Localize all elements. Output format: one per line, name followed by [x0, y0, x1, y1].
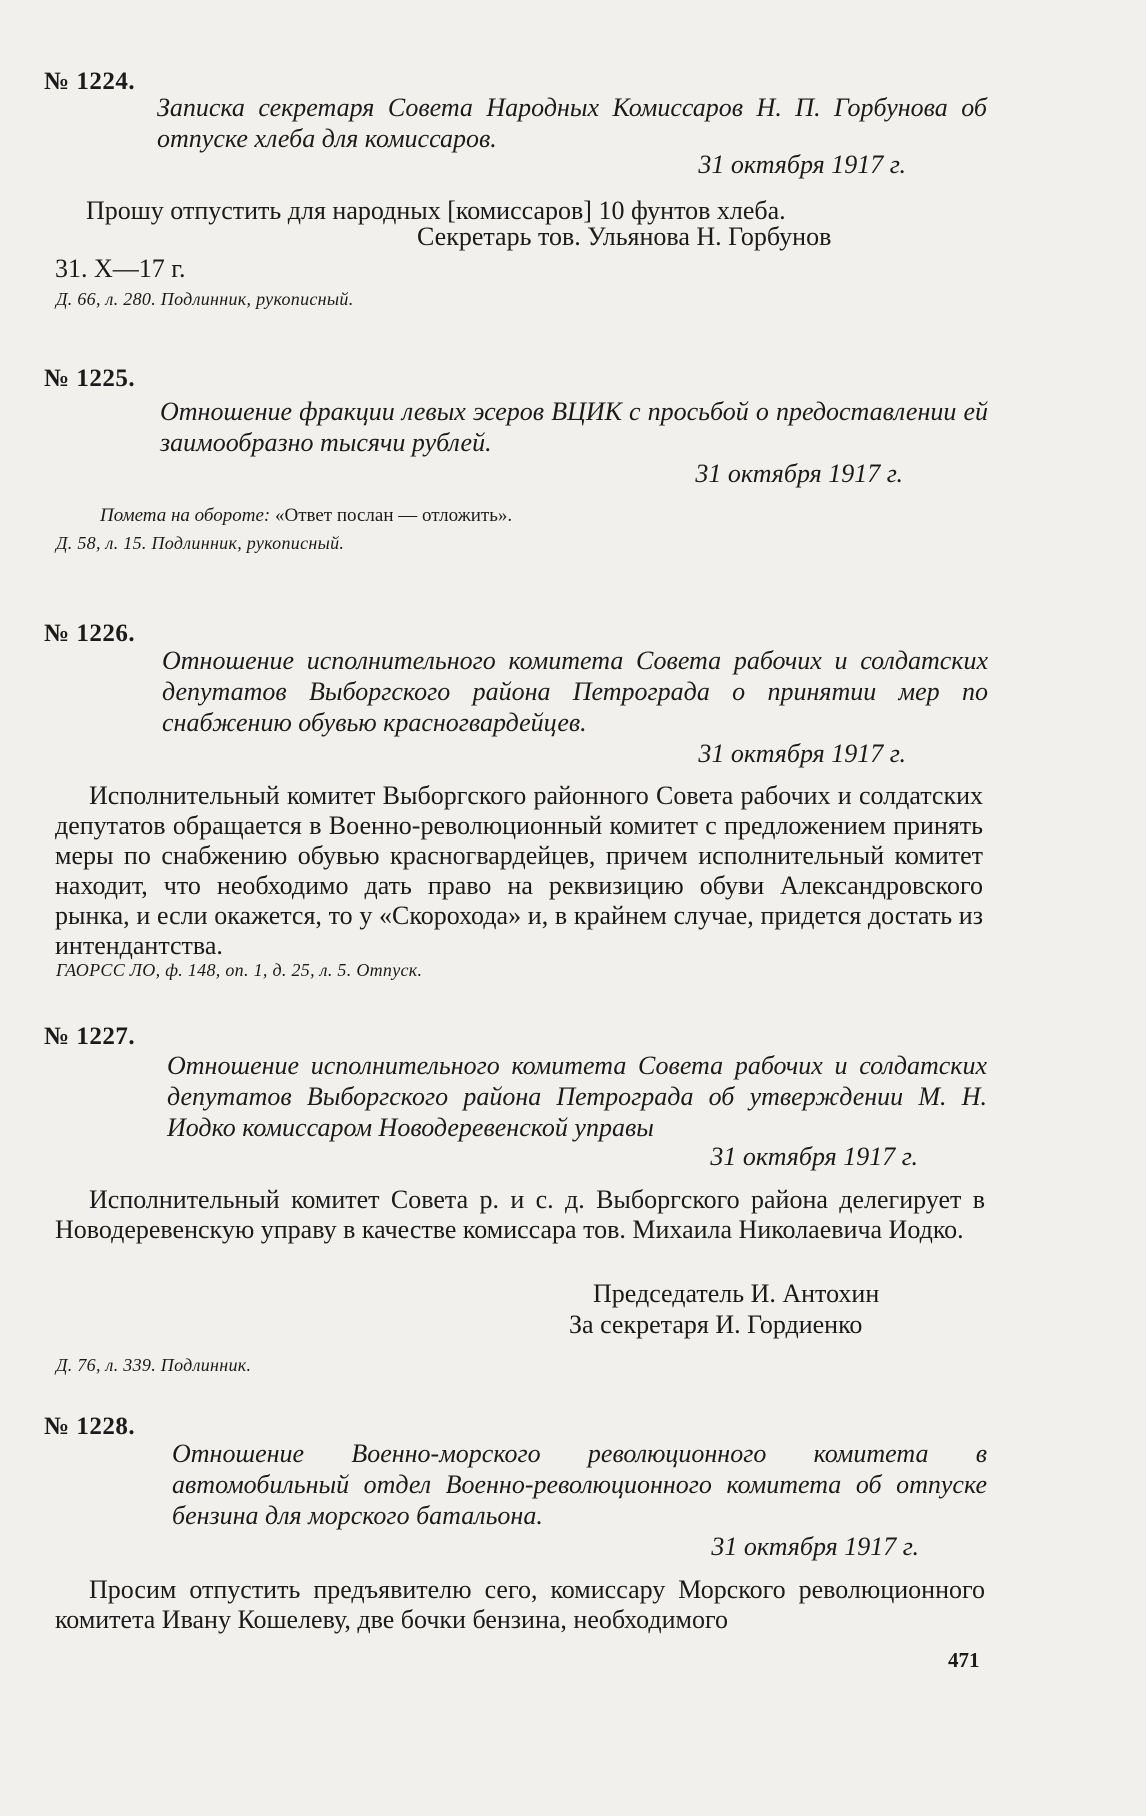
doc-1226-body — [55, 781, 983, 961]
doc-1225-date: 31 октября 1917 г. — [695, 459, 903, 488]
doc-1226-source: ГАОРСС ЛО, ф. 148, оп. 1, д. 25, л. 5. Отпуск. — [56, 960, 423, 980]
doc-1226-text: Исполнительный комитет Выборгского районного Совета рабочих и солдатских депутатов обращается в Военно-революционный комитет с предложением принять меры по снабжению обувью красногвардейцев, причем исполнительный комитет находит, что необходимо дать право на реквизицию обуви Александровского рынка, и если окажется, то у «Скорохода» и, в крайнем случае, придется достать из интендантства. — [55, 781, 983, 960]
doc-1227-title: Отношение исполнительного комитета Совета рабочих и солдатских депутатов Выборгского района Петрограда об утверждении М. Н. Иодко комиссаром Новодеревенской управы — [167, 1051, 987, 1142]
doc-1225-source: Д. 58, л. 15. Подлинник, рукописный. — [56, 533, 345, 553]
doc-1227-signature-secretary: За секретаря И. Гордиенко — [569, 1310, 863, 1339]
doc-1224-source: Д. 66, л. 280. Подлинник, рукописный. — [56, 289, 354, 309]
doc-1227-date: 31 октября 1917 г. — [710, 1142, 918, 1171]
doc-1228-text: Просим отпустить предъявителю сего, комиссару Морского революционного комитета Ивану Кошелеву, две бочки бензина, необходимого — [55, 1575, 985, 1634]
doc-1228-body — [55, 1575, 985, 1635]
doc-1224-number: № 1224. — [44, 68, 136, 95]
doc-1225-note — [100, 505, 512, 527]
doc-1225-note-label: Помета на обороте: — [100, 505, 271, 526]
doc-1225-title: Отношение фракции левых эсеров ВЦИК с просьбой о предоставлении ей заимообразно тысячи рублей. — [160, 397, 988, 457]
page-number: 471 — [948, 1648, 980, 1672]
doc-1227-signature-chair: Председатель И. Антохин — [593, 1279, 880, 1308]
doc-1225-note-text: «Ответ послан — отложить». — [274, 505, 513, 526]
doc-1227-number: № 1227. — [44, 1023, 136, 1050]
doc-1225-number: № 1225. — [44, 365, 136, 392]
doc-1227-source: Д. 76, л. 339. Подлинник. — [56, 1355, 252, 1375]
doc-1224-date: 31 октября 1917 г. — [698, 150, 906, 179]
doc-1224-text: Прошу отпустить для народных [комиссаров] 10 фунтов хлеба. — [86, 196, 786, 225]
doc-1227-text: Исполнительный комитет Совета р. и с. д. Выборгского района делегирует в Новодеревенскую управу в качестве комиссара тов. Михаила Николаевича Иодко. — [55, 1185, 985, 1244]
doc-1227-body — [55, 1185, 985, 1245]
doc-1226-number: № 1226. — [44, 620, 136, 647]
doc-1224-title: Записка секретаря Совета Народных Комиссаров Н. П. Горбунова об отпуске хлеба для комиссаров. — [157, 93, 987, 153]
doc-1228-title: Отношение Военно-морского революционного комитета в автомобильный отдел Военно-революционного комитета об отпуске бензина для морского батальона. — [172, 1439, 987, 1530]
doc-1228-date: 31 октября 1917 г. — [711, 1532, 919, 1561]
doc-1228-number: № 1228. — [44, 1413, 136, 1440]
doc-1226-title: Отношение исполнительного комитета Совета рабочих и солдатских депутатов Выборгского района Петрограда о принятии мер по снабжению обувью красногвардейцев. — [162, 646, 988, 737]
doc-1224-signature: Секретарь тов. Ульянова Н. Горбунов — [417, 222, 832, 251]
doc-1224-written-date: 31. X—17 г. — [55, 254, 186, 283]
doc-1226-date: 31 октября 1917 г. — [698, 739, 906, 768]
